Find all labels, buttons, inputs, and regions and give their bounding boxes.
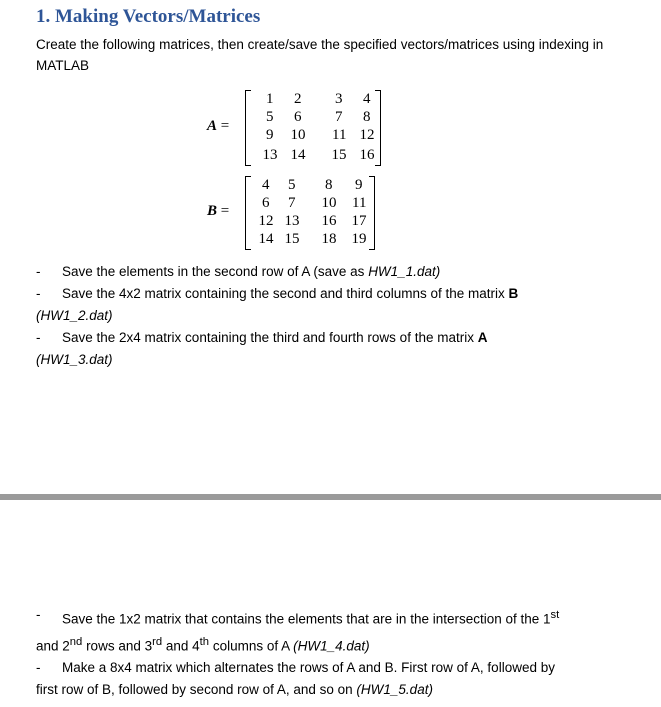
matrix-b-label — [207, 203, 229, 220]
task-filename: (HW1_5.dat) — [356, 682, 433, 697]
task-text: Save the 2x4 matrix containing the third and fourth rows of the matrix — [62, 330, 478, 345]
matrix-b-equals: = — [220, 203, 230, 219]
section-heading: 1. Making Vectors/Matrices — [36, 6, 261, 27]
matrix-cell: 14 — [290, 147, 306, 163]
task-text: and 4 — [162, 638, 200, 653]
matrix-cell: 10 — [290, 127, 306, 143]
matrix-cell: 5 — [266, 109, 274, 125]
task-matrix-ref: B — [508, 286, 519, 301]
matrix-cell: 6 — [294, 109, 302, 125]
task-text: Save the 4x2 matrix containing the second and third columns of the matrix — [62, 286, 509, 301]
bullet-dash: - — [36, 264, 41, 279]
matrix-cell: 10 — [321, 195, 337, 211]
matrix-a-equals: = — [220, 118, 230, 134]
matrix-cell: 16 — [359, 147, 375, 163]
ordinal-suffix: st — [550, 609, 560, 621]
bullet-dash: - — [36, 286, 41, 301]
matrix-cell: 12 — [359, 127, 375, 143]
task-text: Make a 8x4 matrix which alternates the rows of A and B. First row of A, followed by — [62, 660, 555, 675]
task-text: and 2 — [36, 638, 70, 653]
matrix-cell: 17 — [351, 213, 367, 229]
task-text: Save the elements in the second row of A (save as — [62, 264, 369, 279]
matrix-a-right-bracket — [375, 90, 381, 166]
matrix-b-right-bracket — [369, 176, 375, 250]
matrix-cell: 11 — [332, 127, 347, 143]
task-filename: (HW1_4.dat) — [293, 638, 370, 653]
matrix-cell: 14 — [258, 231, 274, 247]
task-list-top — [36, 261, 636, 371]
task-filename: (HW1_3.dat) — [36, 352, 113, 367]
bullet-dash: - — [36, 330, 41, 345]
matrix-cell: 12 — [258, 213, 274, 229]
matrix-cell: 15 — [331, 147, 347, 163]
matrix-cell: 8 — [363, 109, 371, 125]
matrix-cell: 15 — [284, 231, 300, 247]
page-separator — [0, 494, 661, 500]
matrix-cell: 3 — [335, 91, 343, 107]
matrix-cell: 6 — [262, 195, 270, 211]
matrix-cell: 2 — [294, 91, 302, 107]
matrix-b — [245, 176, 375, 250]
task-item — [36, 657, 636, 701]
matrix-cell: 1 — [266, 91, 274, 107]
matrix-a-label — [207, 118, 229, 135]
task-filename: HW1_1.dat) — [368, 264, 441, 279]
bullet-dash: - — [36, 660, 41, 675]
task-text: columns of A — [209, 638, 294, 653]
matrix-a-left-bracket — [245, 90, 251, 166]
matrix-cell: 5 — [288, 177, 296, 193]
task-item — [36, 327, 636, 371]
task-text-line2 — [36, 679, 636, 701]
bullet-dash: - — [36, 607, 41, 622]
task-text: first row of B, followed by second row of A, and so on — [36, 682, 357, 697]
matrix-cell: 13 — [284, 213, 300, 229]
task-filename: (HW1_2.dat) — [36, 308, 113, 323]
matrix-b-name: B — [207, 203, 218, 219]
ordinal-suffix: nd — [69, 635, 83, 648]
intro-text: Create the following matrices, then create/save the specified vectors/matrices using indexing in MATLAB — [36, 37, 604, 73]
matrix-a — [245, 90, 381, 166]
matrix-cell: 16 — [321, 213, 337, 229]
ordinal-suffix: rd — [152, 635, 163, 648]
task-item — [36, 604, 636, 657]
task-text: rows and 3 — [82, 638, 153, 653]
matrix-cell: 9 — [266, 127, 274, 143]
matrix-cell: 13 — [262, 147, 278, 163]
matrix-b-left-bracket — [245, 176, 251, 250]
matrix-cell: 7 — [288, 195, 296, 211]
matrix-cell: 19 — [351, 231, 367, 247]
matrix-cell: 8 — [325, 177, 333, 193]
task-matrix-ref: A — [477, 330, 488, 345]
matrix-cell: 4 — [363, 91, 371, 107]
matrix-cell: 7 — [335, 109, 343, 125]
matrix-cell: 18 — [321, 231, 337, 247]
matrix-cell: 4 — [262, 177, 270, 193]
matrix-cell: 9 — [355, 177, 363, 193]
task-text: Save the 1x2 matrix that contains the elements that are in the intersection of the 1 — [62, 611, 551, 627]
task-text-line2 — [36, 631, 636, 658]
task-item — [36, 261, 636, 283]
task-item — [36, 283, 636, 327]
ordinal-suffix: th — [199, 635, 210, 648]
task-list-bottom — [36, 604, 636, 701]
matrix-a-name: A — [207, 118, 218, 134]
matrix-cell: 11 — [352, 195, 367, 211]
